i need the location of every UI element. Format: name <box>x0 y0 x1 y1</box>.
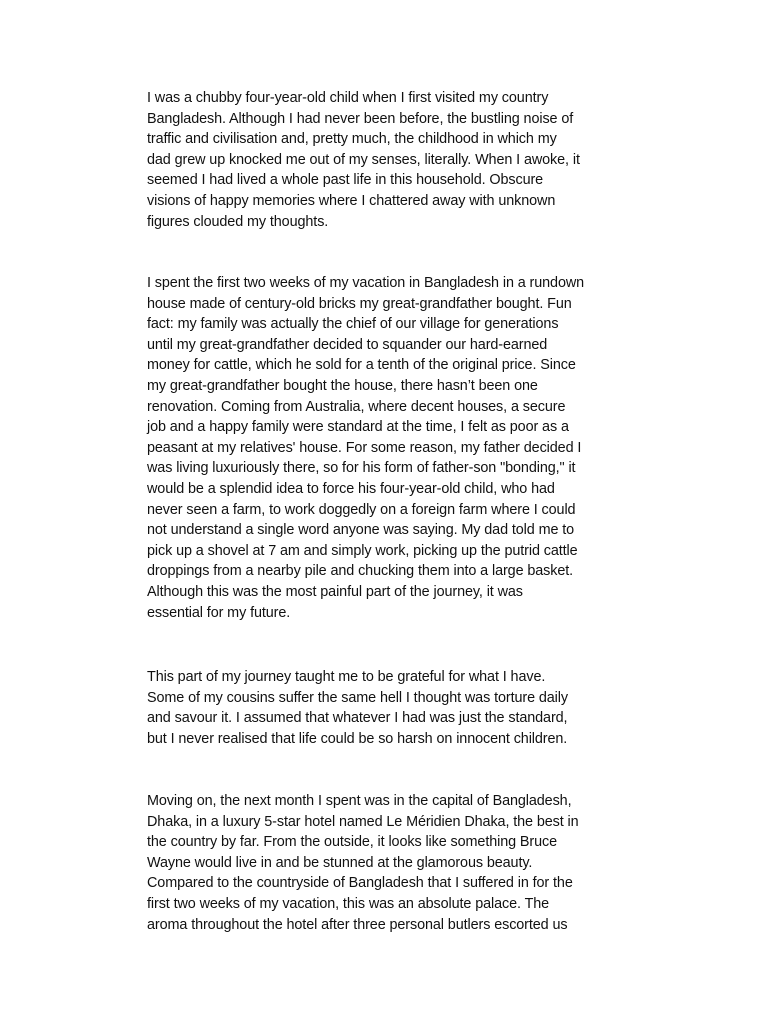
text-line: visions of happy memories where I chattered away with unknown <box>147 192 556 209</box>
text-line: and savour it. I assumed that whatever I had was just the standard, <box>147 710 568 727</box>
text-line: my great-grandfather bought the house, there hasn’t been one <box>147 377 538 394</box>
text-line: until my great-grandfather decided to squander our hard-earned <box>147 336 548 353</box>
text-line: This part of my journey taught me to be grateful for what I have. <box>147 669 546 685</box>
text-line: droppings from a nearby pile and chucking them into a large basket. <box>147 563 574 580</box>
text-line: figures clouded my thoughts. <box>147 213 329 230</box>
text-line: the country by far. From the outside, it looks like something Bruce <box>147 834 558 851</box>
paragraph-3 <box>147 667 637 749</box>
paragraph-1 <box>147 88 637 232</box>
text-line: never seen a farm, to work doggedly on a foreign farm where I could <box>147 501 576 518</box>
text-line: Dhaka, in a luxury 5-star hotel named Le Méridien Dhaka, the best in <box>147 813 579 830</box>
text-line: traffic and civilisation and, pretty much, the childhood in which my <box>147 131 557 148</box>
text-line: Some of my cousins suffer the same hell I thought was torture daily <box>147 689 568 706</box>
text-line: Wayne would live in and be stunned at the glamorous beauty. <box>147 854 533 871</box>
text-line: essential for my future. <box>147 604 291 621</box>
text-line: fact: my family was actually the chief of our village for generations <box>147 316 559 333</box>
text-line: was living luxuriously there, so for his form of father-son "bonding," it <box>147 460 576 477</box>
text-line: Moving on, the next month I spent was in the capital of Bangladesh, <box>147 793 572 809</box>
text-line: house made of century-old bricks my great-grandfather bought. Fun <box>147 295 572 312</box>
text-line: first two weeks of my vacation, this was an absolute palace. The <box>147 895 550 912</box>
text-line: seemed I had lived a whole past life in this household. Obscure <box>147 172 544 189</box>
text-line: job and a happy family were standard at the time, I felt as poor as a <box>147 419 569 436</box>
paragraph-2 <box>147 273 637 623</box>
paragraph-4 <box>147 791 637 935</box>
text-line: renovation. Coming from Australia, where decent houses, a secure <box>147 398 566 415</box>
text-line: aroma throughout the hotel after three personal butlers escorted us <box>147 916 568 933</box>
text-line: but I never realised that life could be so harsh on innocent children. <box>147 730 568 747</box>
text-line: Compared to the countryside of Bangladesh that I suffered in for the <box>147 875 573 892</box>
text-line: Bangladesh. Although I had never been before, the bustling noise of <box>147 110 574 127</box>
text-line: money for cattle, which he sold for a tenth of the original price. Since <box>147 357 576 374</box>
text-line: I was a chubby four-year-old child when I first visited my country <box>147 90 549 106</box>
text-line: dad grew up knocked me out of my senses, literally. When I awoke, it <box>147 151 580 168</box>
text-line: I spent the first two weeks of my vacation in Bangladesh in a rundown <box>147 275 585 291</box>
text-line: would be a splendid idea to force his four-year-old child, who had <box>147 480 555 497</box>
text-line: not understand a single word anyone was saying. My dad told me to <box>147 522 575 539</box>
text-line: Although this was the most painful part of the journey, it was <box>147 583 523 600</box>
text-line: peasant at my relatives' house. For some reason, my father decided I <box>147 439 582 456</box>
text-line: pick up a shovel at 7 am and simply work, picking up the putrid cattle <box>147 542 578 559</box>
